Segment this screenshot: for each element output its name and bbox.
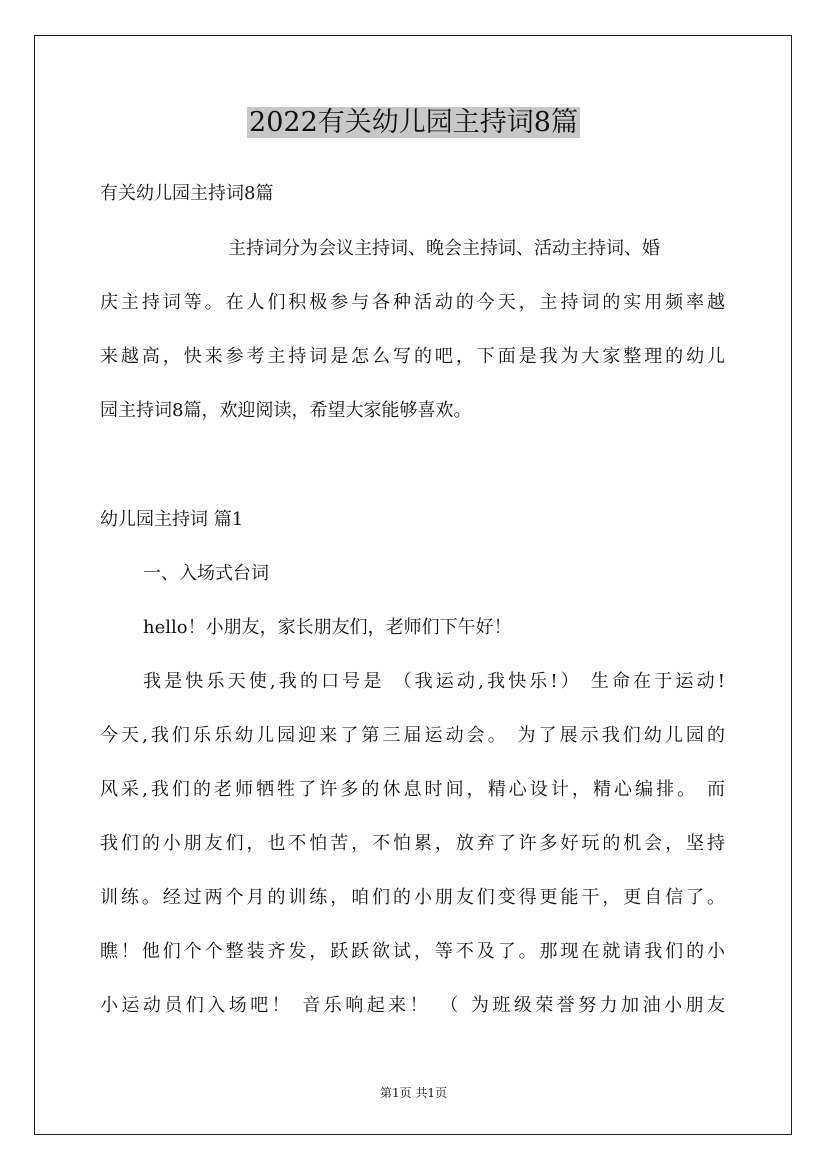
document-title-text: 2022有关幼儿园主持词8篇 [249, 107, 578, 138]
body-line-7: 小运动员们入场吧！ 音乐响起来！ （ 为班级荣誉努力加油小朋友 [100, 995, 725, 1016]
document-title [0, 103, 827, 143]
greeting-line: hello！小朋友，家长朋友们，老师们下午好！ [143, 617, 512, 638]
page-footer: 第1页 共1页 [379, 1086, 448, 1100]
part-heading: 一、入场式台词 [143, 563, 269, 584]
body-line-3: 风采,我们的老师牺牲了许多的休息时间，精心设计，精心编排。 而 [100, 779, 725, 800]
body-line-4: 我们的小朋友们，也不怕苦，不怕累，放弃了许多好玩的机会，坚持 [100, 833, 725, 854]
intro-line-1: 主持词分为会议主持词、晚会主持词、活动主持词、婚 [228, 238, 660, 259]
body-line-1: 我是快乐天使,我的口号是 （我运动,我快乐!） 生命在于运动! [143, 671, 725, 692]
intro-line-3: 来越高，快来参考主持词是怎么写的吧，下面是我为大家整理的幼儿 [100, 346, 725, 367]
intro-line-4: 园主持词8篇，欢迎阅读，希望大家能够喜欢。 [100, 400, 472, 421]
document-subtitle: 有关幼儿园主持词8篇 [100, 183, 274, 204]
section-heading: 幼儿园主持词 篇1 [100, 509, 244, 530]
body-line-2: 今天,我们乐乐幼儿园迎来了第三届运动会。 为了展示我们幼儿园的 [100, 725, 725, 746]
body-line-5: 训练。经过两个月的训练，咱们的小朋友们变得更能干，更自信了。 [100, 887, 725, 908]
intro-line-2: 庆主持词等。在人们积极参与各种活动的今天，主持词的实用频率越 [100, 292, 725, 313]
body-line-6: 瞧！他们个个整装齐发，跃跃欲试，等不及了。那现在就请我们的小 [100, 941, 725, 962]
